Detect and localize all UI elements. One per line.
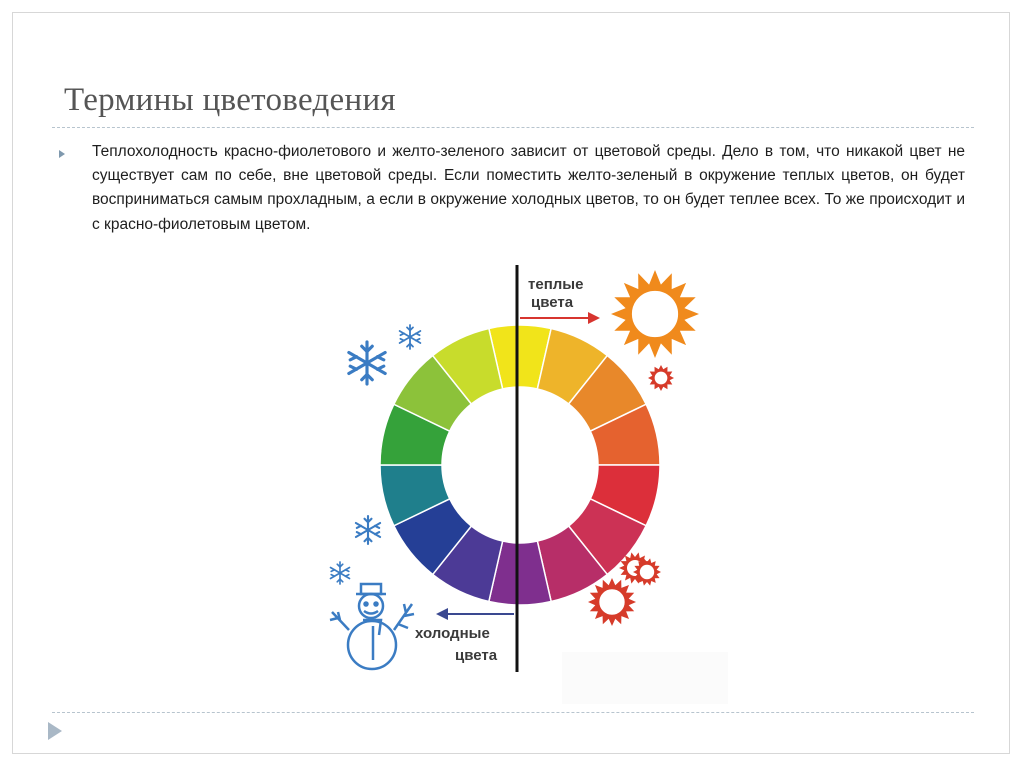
sun-icon [611, 270, 699, 358]
warm-label-line2: цвета [531, 294, 574, 311]
next-slide-arrow-icon[interactable] [48, 722, 62, 740]
blank-patch [562, 652, 728, 704]
cold-label-line2: цвета [455, 647, 498, 664]
footer-divider [52, 712, 974, 713]
wheel-center [442, 387, 598, 543]
cold-arrow-icon [436, 608, 514, 620]
snowman-icon [330, 584, 414, 669]
cold-label-line1: холодные [415, 625, 490, 642]
bullet-text: Теплохолодность красно-фиолетового и желто-зеленого зависит от цветовой среды. Дело в том, что никакой цвет не существует сам по себе, вне цветовой среды. Если поместить желто-зеленый в окружение теплых цветов, он будет восприниматься самым прохладным, а если в окружение холодных цветов, то он будет теплее всех. То же происходит и с красно-фиолетовым цветом. [92, 143, 965, 233]
warm-label-line1: теплые [528, 276, 584, 293]
warm-arrow-icon [520, 312, 600, 324]
slide-title: Термины цветоведения [64, 82, 396, 118]
